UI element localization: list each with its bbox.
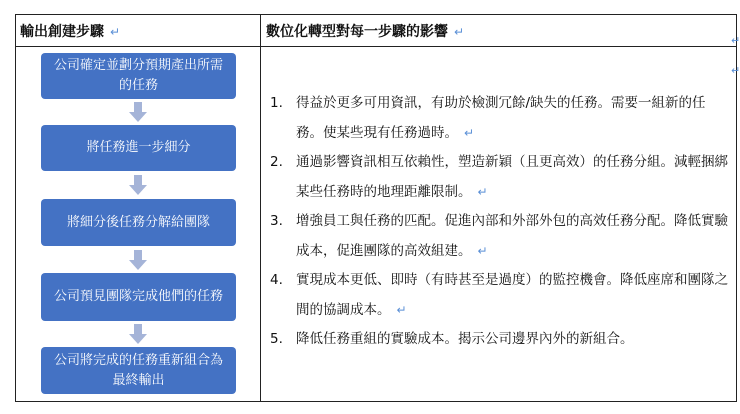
item-number: 4.: [270, 272, 283, 288]
item-text: 實現成本更低、即時（有時甚至是過度）的監控機會。降低座席和團隊之間的協調成本。: [296, 272, 728, 318]
down-arrow-icon: [129, 102, 147, 122]
item-number: 1.: [270, 95, 283, 111]
flow-step-5: 公司將完成的任務重新組合為最終輸出: [41, 347, 236, 394]
return-mark-icon: ↵: [464, 125, 475, 140]
return-mark-icon: ↵: [731, 34, 740, 47]
item-number: 2.: [270, 154, 283, 170]
impact-item: [270, 89, 730, 148]
header-output-steps: [20, 21, 120, 41]
flow-step-2: 將任務進一步細分: [41, 125, 236, 171]
header-digital-impact: [266, 21, 464, 41]
item-number: 3.: [270, 213, 283, 229]
item-text: 增強員工與任務的匹配。促進內部和外部外包的高效任務分配。降低實驗成本，促進團隊的高效組建。: [296, 213, 728, 259]
impact-item: [270, 325, 730, 355]
impact-item: [270, 148, 730, 207]
return-mark-icon: ↵: [110, 25, 121, 39]
return-mark-icon: ↵: [731, 64, 740, 77]
return-mark-icon: ↵: [454, 25, 465, 39]
return-mark-icon: ↵: [396, 302, 407, 317]
impact-item: [270, 266, 730, 325]
item-text: 降低任務重組的實驗成本。揭示公司邊界內外的新組合。: [296, 331, 634, 347]
item-text: 得益於更多可用資訊，有助於檢測冗餘/缺失的任務。需要一組新的任務。使某些現有任務過時。: [296, 95, 706, 141]
down-arrow-icon: [129, 324, 147, 344]
column-divider: [260, 15, 261, 401]
return-mark-icon: ↵: [477, 243, 488, 258]
header-text: 數位化轉型對每一步驟的影響: [266, 24, 448, 40]
impact-list: [270, 89, 730, 355]
down-arrow-icon: [129, 175, 147, 195]
item-number: 5.: [270, 331, 283, 347]
header-divider: [16, 46, 736, 47]
flow-step-1: 公司確定並劃分預期產出所需的任務: [41, 53, 236, 99]
flow-step-4: 公司預見團隊完成他們的任務: [41, 273, 236, 321]
item-text: 通過影響資訊相互依賴性，塑造新穎（且更高效）的任務分組。減輕捆綁某些任務時的地理距離限制。: [296, 154, 728, 200]
down-arrow-icon: [129, 250, 147, 270]
return-mark-icon: ↵: [477, 184, 488, 199]
flow-step-3: 將細分後任務分解給團隊: [41, 199, 236, 246]
impact-item: [270, 207, 730, 266]
header-text: 輸出創建步驟: [20, 24, 104, 40]
